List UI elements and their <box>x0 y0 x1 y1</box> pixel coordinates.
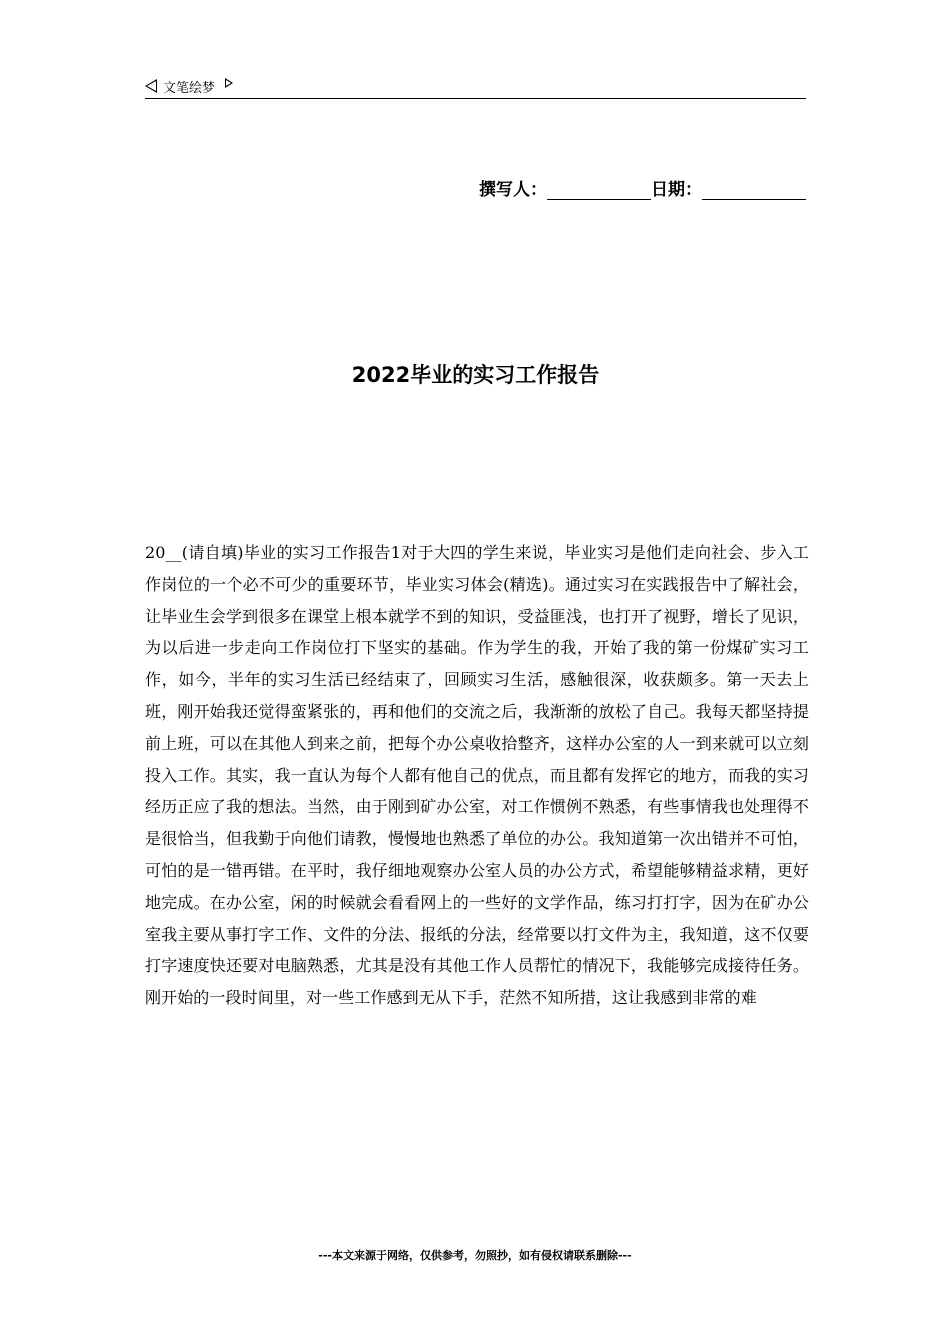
left-triangle-outline-icon <box>145 79 157 93</box>
document-title: 2022毕业的实习工作报告 <box>351 363 600 387</box>
right-triangle-outline-icon <box>225 78 233 88</box>
date-blank <box>702 181 806 200</box>
author-label: 撰写人： <box>479 180 547 200</box>
document-body: 20__(请自填)毕业的实习工作报告1对于大四的学生来说，毕业实习是他们走向社会、步入工作岗位的一个必不可少的重要环节，毕业实习体会(精选)。通过实习在实践报告中了解社会，让毕业生会学到很多在课堂上根本就学不到的知识，受益匪浅，也打开了视野，增长了见识，为以后进一步走向工作岗位打下坚实的基础。作为学生的我，开始了我的第一份煤矿实习工作，如今，半年的实习生活已经结束了，回顾实习生活，感触很深，收获颇多。第一天去上班，刚开始我还觉得蛮紧张的，再和他们的交流之后，我渐渐的放松了自己。我每天都坚持提前上班，可以在其他人到来之前，把每个办公桌收拾整齐，这样办公室的人一到来就可以立刻投入工作。其实，我一直认为每个人都有他自己的优点，而且都有发挥它的地方，而我的实习经历正应了我的想法。当然，由于刚到矿办公室，对工作惯例不熟悉，有些事情我也处理得不是很恰当，但我勤于向他们请教，慢慢地也熟悉了单位的办公。我知道第一次出错并不可怕，可怕的是一错再错。在平时，我仔细地观察办公室人员的办公方式，希望能够精益求精，更好地完成。在办公室，闲的时候就会看看网上的一些好的文学作品，练习打打字，因为在矿办公室我主要从事打字工作、文件的分法、报纸的分法，经常要以打文件为主，我知道，这不仅要打字速度快还要对电脑熟悉，尤其是没有其他工作人员帮忙的情况下，我能够完成接待任务。刚开始的一段时间里，对一些工作感到无从下手，茫然不知所措，这让我感到非常的难 <box>145 543 809 1008</box>
date-label: 日期： <box>651 180 702 200</box>
header-text: 文笔绘梦 <box>163 80 216 96</box>
author-blank <box>547 181 651 200</box>
page-header <box>145 74 806 99</box>
author-date-line <box>145 176 806 200</box>
page-footer: ---本文来源于网络，仅供参考，勿照抄，如有侵权请联系删除--- <box>318 1249 632 1262</box>
